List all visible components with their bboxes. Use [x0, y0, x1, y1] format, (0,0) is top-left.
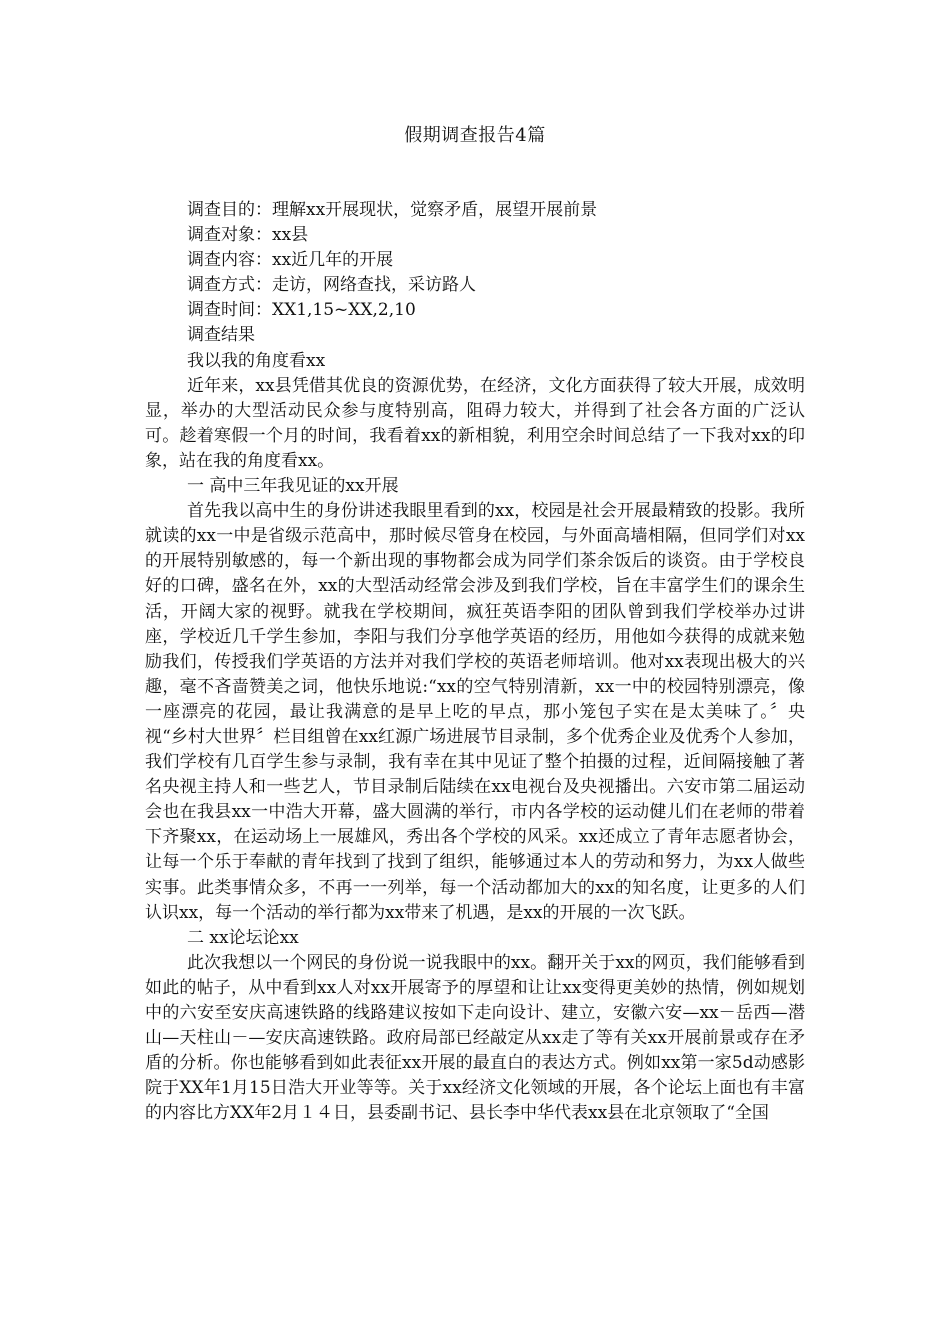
field-method: 调查方式：走访，网络查找，采访路人 [187, 275, 476, 296]
field-subject: 调查对象：xx县 [187, 225, 309, 246]
field-purpose: 调查目的：理解xx开展现状，觉察矛盾，展望开展前景 [187, 200, 598, 220]
section1-heading: 一 高中三年我见证的xx开展 [187, 476, 399, 497]
document-title: 假期调查报告4篇 [404, 125, 546, 146]
perspective-heading: 我以我的角度看xx [187, 350, 326, 371]
field-content: 调查内容：xx近几年的开展 [187, 250, 394, 271]
field-time: 调查时间：XX1,15~XX,2,10 [187, 300, 416, 321]
document-body [145, 198, 805, 1126]
section2-paragraph: 此次我想以一个网民的身份说一说我眼中的xx。翻开关于xx的网页，我们能够看到如此的帖子，从中看到xx人对xx开展寄予的厚望和让让xx变得更美妙的热情，例如规划中的六安至安庆高速铁路的线路建议按如下走向设计、建立，安徽六安—xx－岳西—潜山—天柱山－—安庆高速铁路。政府局部已经敲定从xx走了等有关xx开展前景或存在矛盾的分析。你也能够看到如此表征xx开展的最直白的表达方式。例如xx第一家5d动感影院于XX年1月15日浩大开业等等。关于xx经济文化领域的开展，各个论坛上面也有丰富的内容比方XX年2月１４日，县委副书记、县长李中华代表xx县在北京领取了“全国 [145, 952, 805, 1124]
section2-heading: 二 xx论坛论xx [187, 927, 299, 948]
section1-paragraph: 首先我以高中生的身份讲述我眼里看到的xx，校园是社会开展最精致的投影。我所就读的xx一中是省级示范高中，那时候尽管身在校园，与外面高墙相隔，但同学们对xx的开展特别敏感的，每一个新出现的事物都会成为同学们茶余饭后的谈资。由于学校良好的口碑，盛名在外，xx的大型活动经常会涉及到我们学校，旨在丰富学生们的课余生活，开阔大家的视野。就我在学校期间，疯狂英语李阳的团队曾到我们学校举办过讲座，学校近几千学生参加，李阳与我们分享他学英语的经历，用他如今获得的成就来勉励我们，传授我们学英语的方法并对我们学校的英语老师培训。他对xx表现出极大的兴趣，毫不吝啬赞美之词，他快乐地说:“xx的空气特别清新，xx一中的校园特别漂亮，像一座漂亮的花园，最让我满意的是早上吃的早点，那小笼包子实在是太美味了。〞央视“乡村大世界〞栏目组曾在xx红源广场进展节目录制，多个优秀企业及优秀个人参加，我们学校有几百学生参与录制，我有幸在其中见证了整个拍摄的过程，近间隔接触了著名央视主持人和一些艺人，节目录制后陆续在xx电视台及央视播出。六安市第二届运动会也在我县xx一中浩大开幕，盛大圆满的举行，市内各学校的运动健儿们在老师的带着下齐聚xx，在运动场上一展雄风，秀出各个学校的风采。xx还成立了青年志愿者协会，让每一个乐于奉献的青年找到了找到了组织，能够通过本人的劳动和努力，为xx人做些实事。此类事情众多，不再一一列举，每一个活动都加大的xx的知名度，让更多的人们认识xx，每一个活动的举行都为xx带来了机遇，是xx的开展的一次飞跃。 [145, 501, 805, 923]
intro-paragraph: 近年来，xx县凭借其优良的资源优势，在经济，文化方面获得了较大开展，成效明显，举办的大型活动民众参与度特别高，阻碍力较大，并得到了社会各方面的广泛认可。趁着寒假一个月的时间，我看着xx的新相貌，利用空余时间总结了一下我对xx的印象，站在我的角度看xx。 [145, 375, 805, 471]
results-heading: 调查结果 [187, 325, 255, 346]
